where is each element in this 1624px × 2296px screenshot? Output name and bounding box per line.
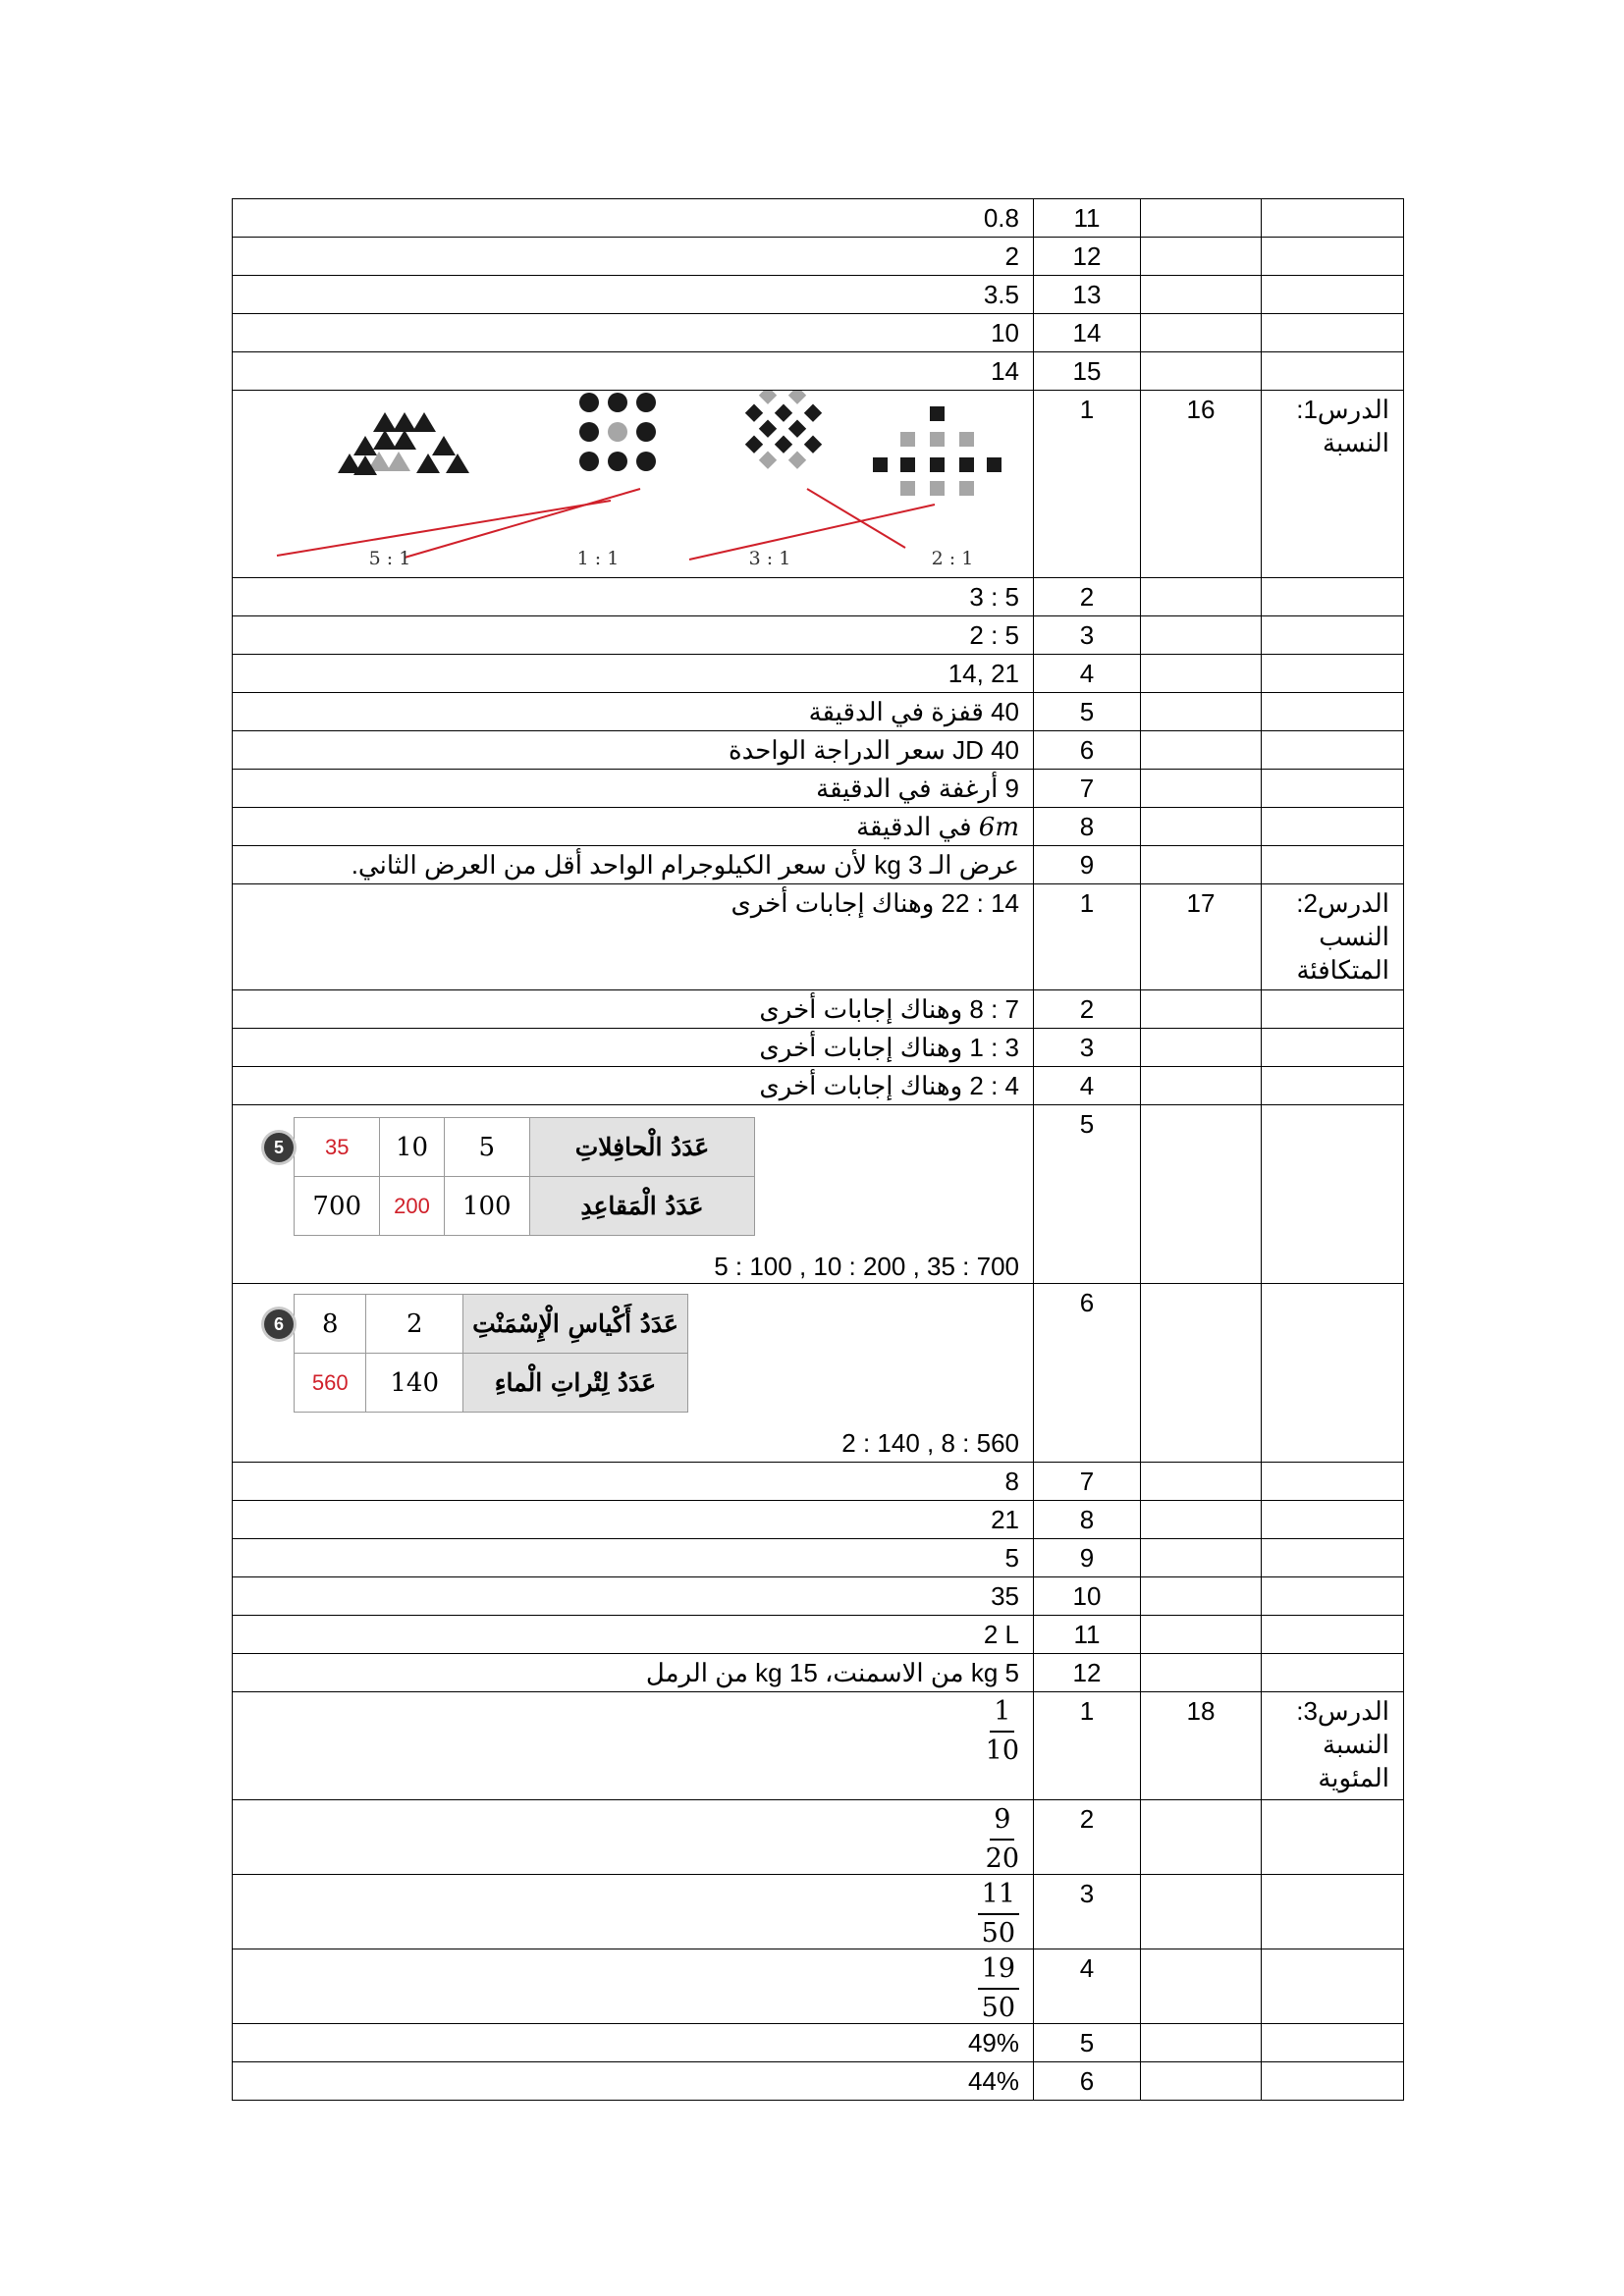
answer-cell: 2 bbox=[233, 238, 1034, 276]
ratio-label: 1 : 5 bbox=[368, 548, 411, 569]
answer-cell: 49% bbox=[233, 2024, 1034, 2062]
table-row bbox=[233, 884, 1404, 990]
question-number: 2 bbox=[1034, 1800, 1141, 1875]
question-number: 2 bbox=[1034, 990, 1141, 1029]
question-number: 13 bbox=[1034, 276, 1141, 314]
ratio-label: 1 : 2 bbox=[931, 548, 974, 569]
table-row bbox=[233, 1577, 1404, 1616]
question-number: 9 bbox=[1034, 1539, 1141, 1577]
question-number: 1 bbox=[1034, 1692, 1141, 1800]
table-row bbox=[233, 1029, 1404, 1067]
answer-cell: 44% bbox=[233, 2062, 1034, 2101]
table-row bbox=[233, 1501, 1404, 1539]
question-number: 2 bbox=[1034, 578, 1141, 616]
lesson-title bbox=[1262, 391, 1404, 578]
table-row bbox=[233, 199, 1404, 238]
question-number: 12 bbox=[1034, 1654, 1141, 1692]
question-number: 11 bbox=[1034, 199, 1141, 238]
answer-cell: 2 L bbox=[233, 1616, 1034, 1654]
table-row bbox=[233, 1692, 1404, 1800]
fraction: $\frac{1}{10}$ bbox=[985, 1696, 1019, 1766]
lesson-title: الدرس2: النسب المتكافئة bbox=[1262, 884, 1404, 990]
table-row bbox=[233, 1067, 1404, 1105]
table-row bbox=[233, 238, 1404, 276]
answer-cell: 35 bbox=[233, 1577, 1034, 1616]
page-number: 17 bbox=[1141, 884, 1262, 990]
question-number: 4 bbox=[1034, 1067, 1141, 1105]
answer-cell: عرض الـ 3 kg لأن سعر الكيلوجرام الواحد أقل من العرض الثاني. bbox=[233, 846, 1034, 884]
table-row bbox=[233, 616, 1404, 655]
answer-cell bbox=[233, 1875, 1034, 1949]
table-row bbox=[233, 2024, 1404, 2062]
table-row bbox=[233, 1463, 1404, 1501]
answer-cell: 6m في الدقيقة bbox=[233, 808, 1034, 846]
page-number: 16 bbox=[1141, 391, 1262, 578]
question-number: 15 bbox=[1034, 352, 1141, 391]
question-number: 6 bbox=[1034, 1284, 1141, 1463]
answer-cell bbox=[233, 1692, 1034, 1800]
question-number: 8 bbox=[1034, 1501, 1141, 1539]
table-row bbox=[233, 1949, 1404, 2024]
answer-cell bbox=[233, 391, 1034, 578]
table-row bbox=[233, 693, 1404, 731]
answer-cell: 5 bbox=[233, 1539, 1034, 1577]
question-number: 4 bbox=[1034, 655, 1141, 693]
question-number: 14 bbox=[1034, 314, 1141, 352]
table-row bbox=[233, 1105, 1404, 1284]
table-row bbox=[233, 1875, 1404, 1949]
answer-cell: 3.5 bbox=[233, 276, 1034, 314]
ratio-label: 1 : 3 bbox=[748, 548, 791, 569]
cement-water-table: عَدَدُ أَكْياسِ الْإِسْمَنْتِ 2 8 عَدَدُ لِتْراتِ الْماءِ 140 560 bbox=[294, 1294, 688, 1413]
answer-cell: 10 bbox=[233, 314, 1034, 352]
answer-cell: 14, 21 bbox=[233, 655, 1034, 693]
buses-seats-table: عَدَدُ الْحافِلاتِ 5 10 35 عَدَدُ الْمَقاعِدِ 100 200 700 bbox=[294, 1117, 755, 1236]
question-number: 7 bbox=[1034, 1463, 1141, 1501]
math-value: 6m bbox=[978, 813, 1019, 842]
diamonds-pattern bbox=[745, 391, 822, 469]
question-number: 1 bbox=[1034, 391, 1141, 578]
question-number: 5 bbox=[1034, 1105, 1141, 1284]
answer-cell: 0.8 bbox=[233, 199, 1034, 238]
answer-cell: 21 bbox=[233, 1501, 1034, 1539]
question-number: 3 bbox=[1034, 616, 1141, 655]
page-number: 18 bbox=[1141, 1692, 1262, 1800]
answer-cell bbox=[233, 1105, 1034, 1284]
table-row bbox=[233, 352, 1404, 391]
question-number: 8 bbox=[1034, 808, 1141, 846]
answer-text: 2 : 140 , 8 : 560 bbox=[841, 1428, 1019, 1458]
table-row bbox=[233, 314, 1404, 352]
question-badge-icon: 5 bbox=[264, 1133, 294, 1162]
question-number: 3 bbox=[1034, 1029, 1141, 1067]
answer-cell: 9 أرغفة في الدقيقة bbox=[233, 770, 1034, 808]
lesson-title: الدرس3: النسبة المئوية bbox=[1262, 1692, 1404, 1800]
question-number: 7 bbox=[1034, 770, 1141, 808]
question-number: 6 bbox=[1034, 2062, 1141, 2101]
table-row bbox=[233, 655, 1404, 693]
table-row bbox=[233, 1284, 1404, 1463]
answer-cell: 3 : 1 وهناك إجابات أخرى bbox=[233, 1029, 1034, 1067]
question-number: 12 bbox=[1034, 238, 1141, 276]
answer-cell bbox=[233, 1949, 1034, 2024]
answer-cell bbox=[233, 1800, 1034, 1875]
ratio-matching-figure bbox=[257, 391, 1033, 571]
question-number: 10 bbox=[1034, 1577, 1141, 1616]
question-number: 6 bbox=[1034, 731, 1141, 770]
answer-cell: 7 : 8 وهناك إجابات أخرى bbox=[233, 990, 1034, 1029]
triangles-pattern bbox=[338, 412, 469, 475]
question-number: 4 bbox=[1034, 1949, 1141, 2024]
table-row bbox=[233, 990, 1404, 1029]
fraction: $\frac{9}{20}$ bbox=[985, 1804, 1019, 1874]
question-badge-icon: 6 bbox=[264, 1309, 294, 1339]
answer-text: 5 : 100 , 10 : 200 , 35 : 700 bbox=[714, 1252, 1019, 1281]
answer-cell: 4 : 2 وهناك إجابات أخرى bbox=[233, 1067, 1034, 1105]
answer-cell: 3 : 5 bbox=[233, 578, 1034, 616]
circles-pattern bbox=[579, 393, 656, 471]
lesson-label: الدرس1: bbox=[1296, 395, 1389, 424]
answer-cell: 2 : 5 bbox=[233, 616, 1034, 655]
answer-cell: 14 : 22 وهناك إجابات أخرى bbox=[233, 884, 1034, 990]
question-number: 5 bbox=[1034, 693, 1141, 731]
answer-cell: 8 bbox=[233, 1463, 1034, 1501]
question-number: 9 bbox=[1034, 846, 1141, 884]
table-row bbox=[233, 578, 1404, 616]
table-row bbox=[233, 1654, 1404, 1692]
question-number: 11 bbox=[1034, 1616, 1141, 1654]
ratio-label: 1 : 1 bbox=[576, 548, 620, 569]
answer-cell: 40 JD سعر الدراجة الواحدة bbox=[233, 731, 1034, 770]
question-number: 5 bbox=[1034, 2024, 1141, 2062]
answer-cell bbox=[233, 1284, 1034, 1463]
table-row bbox=[233, 2062, 1404, 2101]
answer-key-table bbox=[232, 198, 1404, 2101]
fraction: $\frac{11}{50}$ bbox=[978, 1880, 1019, 1949]
table-row bbox=[233, 846, 1404, 884]
table-row bbox=[233, 391, 1404, 578]
table-row bbox=[233, 731, 1404, 770]
answer-cell: 5 kg من الاسمنت، 15 kg من الرمل bbox=[233, 1654, 1034, 1692]
table-row bbox=[233, 808, 1404, 846]
table-row bbox=[233, 1616, 1404, 1654]
answer-key-sheet bbox=[232, 198, 1404, 2101]
question-number: 3 bbox=[1034, 1875, 1141, 1949]
answer-cell: 14 bbox=[233, 352, 1034, 391]
answer-cell: 40 قفزة في الدقيقة bbox=[233, 693, 1034, 731]
squares-pattern bbox=[873, 406, 1001, 496]
lesson-name: النسبة bbox=[1323, 428, 1389, 457]
question-number: 1 bbox=[1034, 884, 1141, 990]
table-row bbox=[233, 276, 1404, 314]
fraction: $\frac{19}{50}$ bbox=[978, 1954, 1019, 2023]
table-row bbox=[233, 770, 1404, 808]
table-row bbox=[233, 1800, 1404, 1875]
table-row bbox=[233, 1539, 1404, 1577]
